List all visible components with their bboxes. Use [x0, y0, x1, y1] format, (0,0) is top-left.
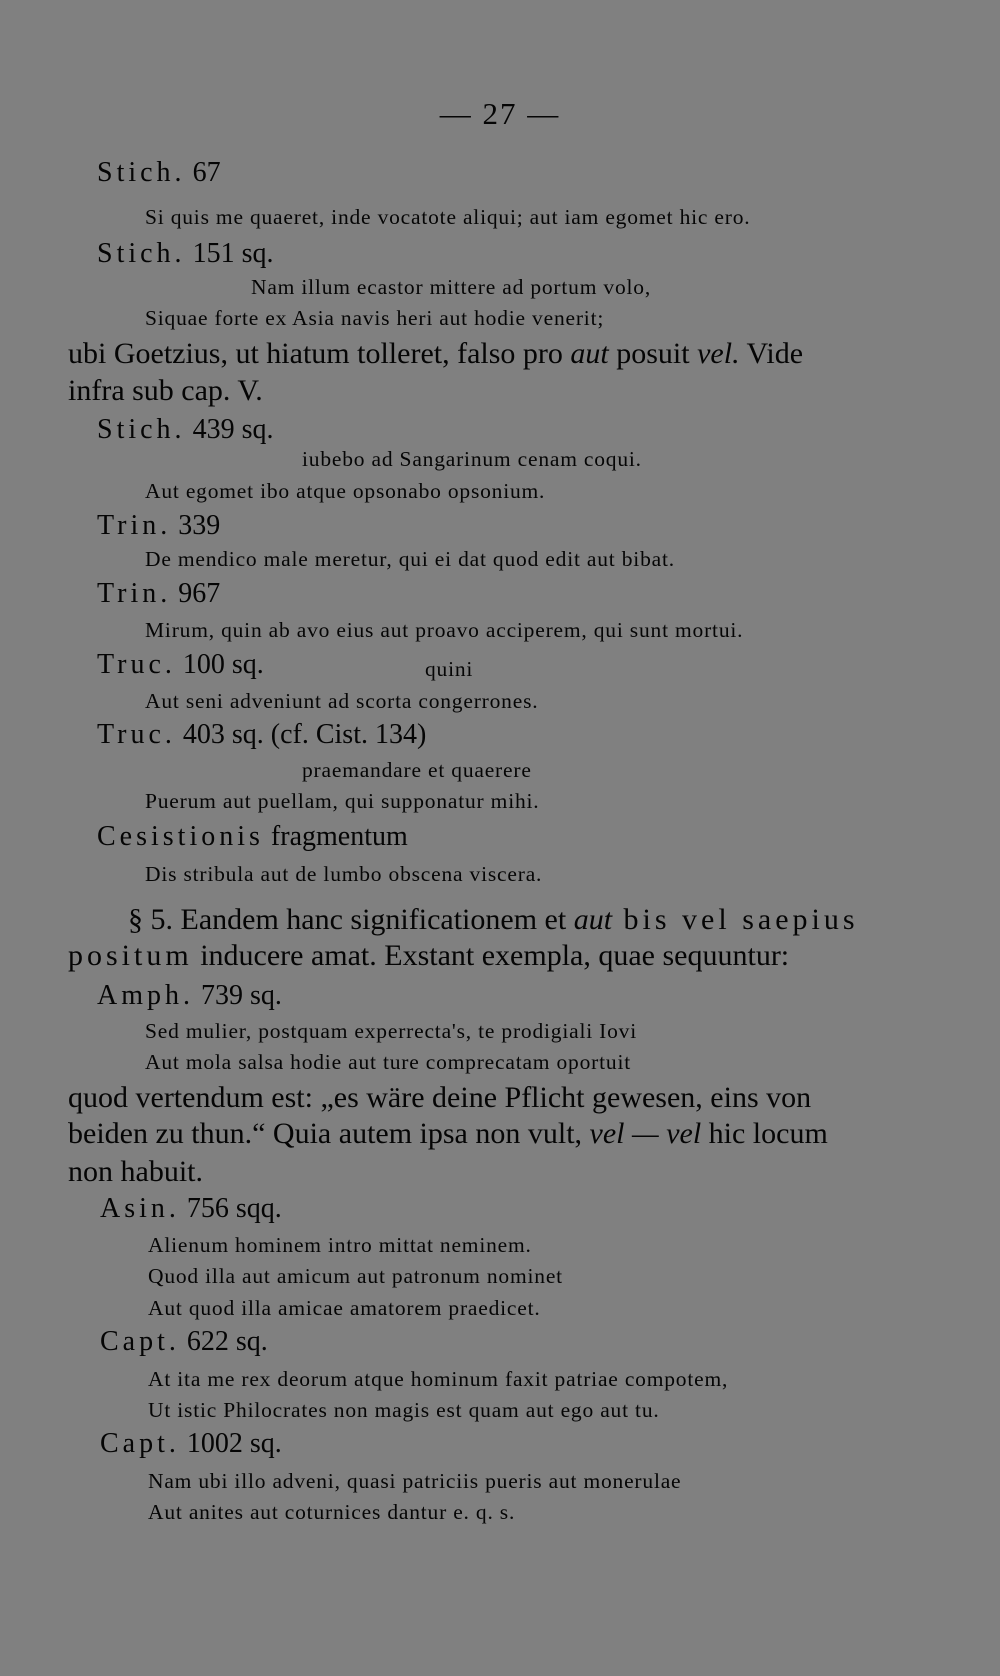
prose-text: beiden zu thun.“ Quia autem ipsa non vult, [68, 1117, 590, 1150]
reference-abbr: Stich. [97, 238, 186, 269]
quote-line: Nam ubi illo adveni, quasi patriciis pueris aut monerulae [148, 1469, 682, 1493]
reference-abbr: Truc. [97, 649, 176, 680]
reference-cesistionis [97, 821, 408, 853]
reference-stich-439 [97, 414, 273, 446]
quote-line: Aut quod illa amicae amatorem praedicet. [148, 1296, 541, 1320]
quote-line: Alienum hominem intro mittat neminem. [148, 1233, 532, 1257]
reference-capt-622 [100, 1326, 268, 1358]
reference-abbr: Cesistionis [97, 821, 264, 852]
prose-text: ubi Goetzius, ut hiatum tolleret, falso pro [68, 337, 571, 370]
prose-line: infra sub cap. V. [68, 374, 263, 407]
prose-text: Vide [739, 337, 804, 370]
quote-line: De mendico male meretur, qui ei dat quod edit aut bibat. [145, 547, 675, 571]
reference-stich-67 [97, 157, 221, 189]
reference-stich-151 [97, 238, 273, 270]
reference-abbr: Amph. [97, 980, 194, 1011]
reference-number: 622 sq. [186, 1326, 268, 1357]
reference-abbr: Asin. [100, 1193, 180, 1224]
reference-number: 100 sq. [182, 649, 264, 680]
prose-italic: vel — vel [589, 1117, 702, 1150]
prose-line: quod vertendum est: „es wäre deine Pflicht gewesen, eins von [68, 1081, 812, 1114]
quote-line: praemandare et quaerere [302, 758, 532, 782]
reference-number: 967 [178, 578, 221, 609]
quote-line: Quod illa aut amicum aut patronum nominet [148, 1264, 563, 1288]
quote-line: At ita me rex deorum atque hominum faxit patriae compotem, [148, 1367, 729, 1391]
reference-abbr: Stich. [97, 414, 186, 445]
prose-text: inducere amat. Exstant exempla, quae sequuntur: [192, 939, 790, 972]
reference-number: 403 sq. (cf. Cist. 134) [182, 719, 427, 750]
reference-number: 1002 sq. [186, 1428, 282, 1459]
gloss-word: quini [425, 657, 474, 681]
prose-text: § 5. Eandem hanc significationem et [128, 903, 574, 936]
quote-line: Aut seni adveniunt ad scorta congerrones. [145, 689, 539, 713]
quote-line: Mirum, quin ab avo eius aut proavo acciperem, qui sunt mortui. [145, 618, 744, 642]
prose-text: posuit [608, 337, 698, 370]
reference-number: 756 sqq. [186, 1193, 282, 1224]
reference-number: 151 sq. [192, 238, 274, 269]
reference-abbr: Truc. [97, 719, 176, 750]
reference-abbr: Trin. [97, 510, 172, 541]
reference-abbr: Stich. [97, 157, 186, 188]
quote-line: Nam illum ecastor mittere ad portum volo, [251, 275, 652, 299]
reference-number: fragmentum [270, 821, 408, 852]
prose-text: hic locum [701, 1117, 828, 1150]
quote-line: Puerum aut puellam, qui supponatur mihi. [145, 789, 540, 813]
quote-line: Siquae forte ex Asia navis heri aut hodie venerit; [145, 306, 605, 330]
prose-line [68, 939, 789, 973]
reference-trin-967 [97, 578, 220, 610]
reference-number: 339 [178, 510, 221, 541]
prose-italic: vel. [697, 337, 740, 370]
reference-truc-100 [97, 649, 264, 681]
quote-line: Sed mulier, postquam experrecta's, te prodigiali Iovi [145, 1019, 638, 1043]
reference-abbr: Capt. [100, 1428, 180, 1459]
prose-italic: aut [570, 337, 609, 370]
prose-line [68, 337, 803, 371]
prose-line: non habuit. [68, 1155, 203, 1188]
quote-line: Aut anites aut coturnices dantur e. q. s. [148, 1500, 516, 1524]
reference-amph-739 [97, 980, 282, 1012]
reference-abbr: Trin. [97, 578, 172, 609]
prose-spaced: bis vel saepius [612, 903, 859, 936]
quote-line: iubebo ad Sangarinum cenam coqui. [302, 447, 642, 471]
section-heading-line [128, 903, 859, 937]
reference-number: 67 [192, 157, 221, 188]
reference-trin-339 [97, 510, 220, 542]
quote-line: Ut istic Philocrates non magis est quam aut ego aut tu. [148, 1398, 660, 1422]
quote-line: Aut mola salsa hodie aut ture comprecatam oportuit [145, 1050, 631, 1074]
prose-line [68, 1117, 828, 1151]
reference-asin-756 [100, 1193, 282, 1225]
prose-spaced: positum [68, 939, 193, 972]
reference-abbr: Capt. [100, 1326, 180, 1357]
reference-number: 439 sq. [192, 414, 274, 445]
quote-line: Aut egomet ibo atque opsonabo opsonium. [145, 479, 546, 503]
reference-number: 739 sq. [201, 980, 282, 1011]
prose-italic: aut [573, 903, 613, 936]
reference-truc-403 [97, 719, 426, 751]
quote-line: Si quis me quaeret, inde vocatote aliqui; aut iam egomet hic ero. [145, 205, 751, 229]
quote-line: Dis stribula aut de lumbo obscena viscera. [145, 862, 543, 886]
page-number: — 27 — [439, 96, 561, 131]
reference-capt-1002 [100, 1428, 282, 1460]
